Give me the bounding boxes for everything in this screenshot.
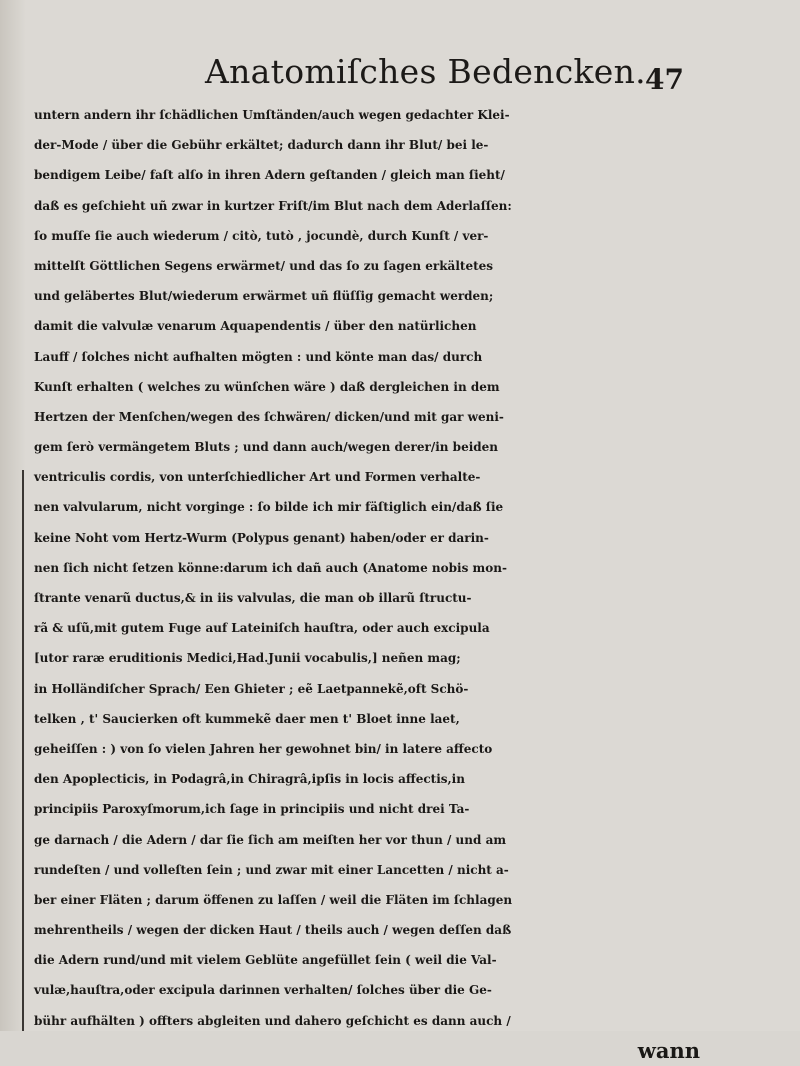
text-line: nen valvularum, nicht vorginge : ſo bilde ich mir fäſtiglich ein/daß ſie [34, 500, 504, 515]
text-line: damit die valvulæ venarum Aquapendentis / über den natürlichen [34, 319, 477, 334]
text-line: [utor raræ eruditionis Medici,Had.Junii vocabulis,] neñen mag; [34, 651, 461, 666]
catchword: wann [637, 1037, 700, 1063]
text-line: nen ſich nicht ſetzen könne:darum ich dañ auch (Anatome nobis mon- [34, 560, 507, 575]
text-line: bühr aufhälten ) offters abgleiten und dahero geſchicht es dann auch / [34, 1013, 511, 1028]
text-line: der-Mode / über die Gebühr erkältet; dadurch dann ihr Blut/ bei le- [34, 138, 489, 153]
text-line: ſtrante venarũ ductus,& in iis valvulas, die man ob illarũ ſtructu- [34, 591, 472, 605]
text-line: untern andern ihr ſchädlichen Umſtänden/auch wegen gedachter Klei- [34, 108, 510, 122]
running-header [0, 50, 800, 100]
text-line: daß es geſchieht uñ zwar in kurtzer Friſt/im Blut nach dem Aderlaſſen: [34, 198, 512, 213]
text-line: telken , t' Saucierken oft kummekẽ daer men t' Bloet inne laet, [34, 711, 460, 726]
text-line: rundeſten / und volleſten ſein ; und zwar mit einer Lancetten / nicht a- [34, 862, 509, 877]
text-line: ventriculis cordis, von unterſchiedlicher Art und Formen verhalte- [34, 470, 481, 485]
text-line: Kunſt erhalten ( welches zu wünſchen wäre ) daß dergleichen in dem [34, 379, 500, 394]
page-title: Anatomiſches Bedencken. [205, 52, 646, 91]
text-line: in Holländiſcher Sprach/ Een Ghieter ; eẽ Laetpannekẽ,oft Schö- [34, 681, 469, 696]
text-line: Hertzen der Menſchen/wegen des ſchwären/ dicken/und mit gar weni- [34, 409, 504, 424]
text-line: vulæ,hauſtra,oder excipula darinnen verhalten/ ſolches über die Ge- [34, 983, 492, 998]
text-line: rã & uſũ,mit gutem Fuge auf Lateiniſch hauſtra, oder auch excipula [34, 621, 490, 636]
text-line: und geläbertes Blut/wiederum erwärmet uñ flüſſig gemacht werden; [34, 289, 494, 304]
text-line: den Apoplecticis, in Podagrâ,in Chiragrâ,ipſis in locis affectis,in [34, 772, 465, 787]
text-line: Lauff / ſolches nicht aufhalten mögten : und könte man das/ durch [34, 349, 483, 364]
text-line: die Adern rund/und mit vielem Geblüte angefüllet ſein ( weil die Val- [34, 953, 497, 968]
text-line: bendigem Leibe/ faſt alſo in ihren Adern geſtanden / gleich man ſieht/ [34, 168, 505, 183]
text-line: mittelſt Göttlichen Segens erwärmet/ und das ſo zu ſagen erkältetes [34, 258, 494, 273]
text-line: mehrentheils / wegen der dicken Haut / theils auch / wegen deſſen daß [34, 923, 512, 938]
text-line: gem ſerò vermängetem Bluts ; und dann auch/wegen derer/in beiden [34, 440, 499, 455]
text-line: ſo muſſe ſie auch wiederum / citò, tutò , jocundè, durch Kunſt / ver- [34, 228, 489, 243]
text-line: geheiſſen : ) von ſo vielen Jahren her gewohnet bin/ in latere affecto [34, 741, 493, 756]
text-line: principiis Paroxyſmorum,ich ſage in principiis und nicht drei Ta- [34, 802, 470, 817]
text-line: ge darnach / die Adern / dar ſie ſich am meiſten her vor thun / und am [34, 832, 507, 847]
text-line: ber einer Fläten ; darum öffenen zu laſſen / weil die Fläten im ſchlagen [34, 892, 513, 907]
body-text [34, 100, 794, 1066]
page-number: 47 [645, 63, 684, 96]
margin-rule [22, 470, 24, 1031]
text-line: keine Noht vom Hertz-Wurm (Polypus genant) haben/oder er darin- [34, 530, 489, 545]
